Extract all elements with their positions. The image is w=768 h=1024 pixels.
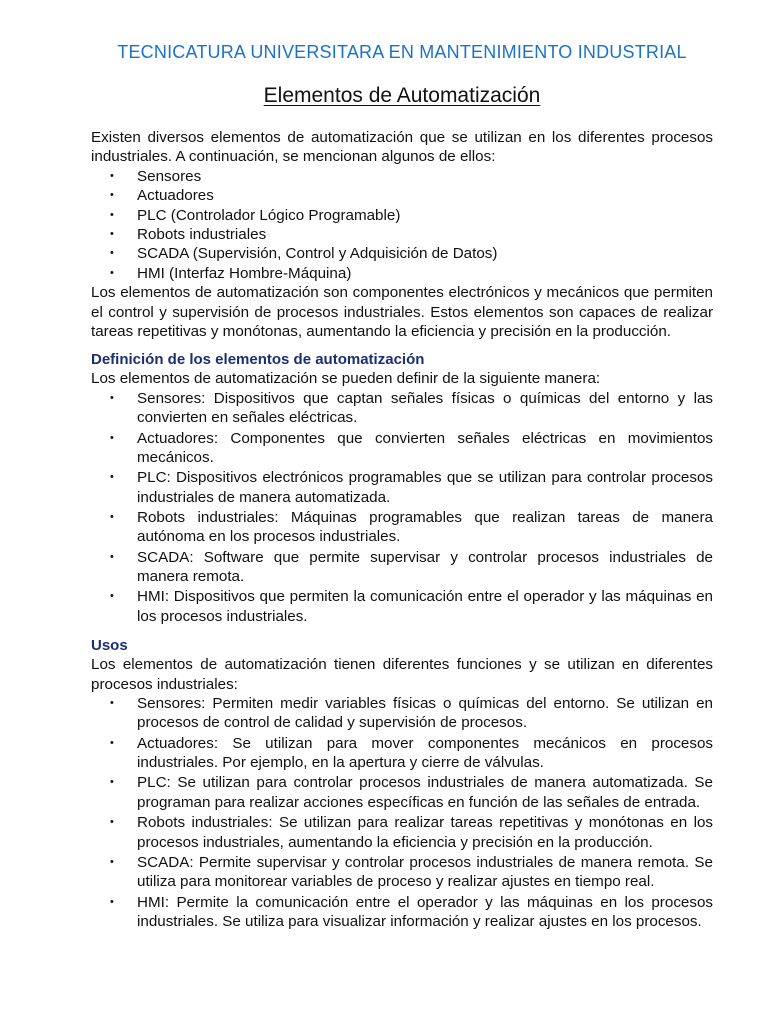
list-item <box>110 694 713 733</box>
list-item-text: PLC: Dispositivos electrónicos programables que se utilizan para controlar procesos industriales de manera automatizada. <box>137 469 713 506</box>
bullet-icon: • <box>110 431 114 444</box>
summary-paragraph: Los elementos de automatización son componentes electrónicos y mecánicos que permiten el control y supervisión de procesos industriales. Estos elementos son capaces de realizar tareas repetitivas y monótonas, aumentando la eficiencia y precisión en la producción. <box>91 284 713 341</box>
list-item <box>110 429 713 468</box>
document-page <box>0 42 768 1024</box>
section-heading-uses: Usos <box>91 637 128 655</box>
bullet-icon: • <box>110 228 114 241</box>
bullet-icon: • <box>110 590 114 603</box>
list-item-text: Actuadores: Componentes que convierten señales eléctricas en movimientos mecánicos. <box>137 429 713 466</box>
bullet-icon: • <box>110 169 114 182</box>
list-item <box>110 167 713 186</box>
list-item <box>110 893 713 932</box>
list-item-text: PLC: Se utilizan para controlar procesos industriales de manera automatizada. Se programan para realizar acciones específicas en función de las señales de entrada. <box>137 774 713 811</box>
list-item <box>110 548 713 587</box>
elements-list <box>91 167 713 283</box>
bullet-icon: • <box>110 208 114 221</box>
document-title: Elementos de Automatización <box>263 84 541 107</box>
bullet-icon: • <box>110 189 114 202</box>
list-item-text: Actuadores <box>137 187 214 205</box>
list-item <box>110 468 713 507</box>
list-item <box>110 587 713 626</box>
list-item <box>110 225 713 244</box>
list-item-text: Robots industriales <box>137 226 267 244</box>
list-item-text: SCADA (Supervisión, Control y Adquisición de Datos) <box>137 245 498 263</box>
bullet-icon: • <box>110 697 114 710</box>
list-item-text: Sensores: Dispositivos que captan señales físicas o químicas del entorno y las convierten en señales eléctricas. <box>137 389 713 427</box>
list-item-text: Robots industriales: Máquinas programables que realizan tareas de manera autónoma en los procesos industriales. <box>137 508 713 546</box>
list-item <box>110 206 713 225</box>
list-item <box>110 508 713 547</box>
definition-lead: Los elementos de automatización se pueden definir de la siguiente manera: <box>91 370 601 388</box>
list-item-text: HMI: Dispositivos que permiten la comunicación entre el operador y las máquinas en los procesos industriales. <box>137 588 713 625</box>
bullet-icon: • <box>110 816 114 829</box>
uses-lead: Los elementos de automatización tienen diferentes funciones y se utilizan en diferentes procesos industriales: <box>91 656 713 693</box>
list-item-text: HMI: Permite la comunicación entre el operador y las máquinas en los procesos industriales. Se utiliza para visualizar información y realizar ajustes en los procesos. <box>137 893 713 930</box>
list-item-text: Robots industriales: Se utilizan para realizar tareas repetitivas y monótonas en los procesos industriales, aumentando la eficiencia y precisión en la producción. <box>137 814 713 851</box>
list-item <box>110 773 713 812</box>
list-item-text: SCADA: Software que permite supervisar y controlar procesos industriales de manera remota. <box>137 548 713 586</box>
section-heading-definition: Definición de los elementos de automatización <box>91 351 425 369</box>
list-item-text: Sensores <box>137 167 202 185</box>
definition-list <box>91 389 713 626</box>
list-item <box>110 264 713 283</box>
bullet-icon: • <box>110 510 114 523</box>
list-item-text: Sensores: Permiten medir variables físicas o químicas del entorno. Se utilizan en procesos de control de calidad y supervisión de procesos. <box>137 695 713 732</box>
list-item <box>110 853 713 892</box>
list-item-text: PLC (Controlador Lógico Programable) <box>137 206 401 224</box>
uses-list <box>91 694 713 931</box>
bullet-icon: • <box>110 471 114 484</box>
bullet-icon: • <box>110 855 114 868</box>
bullet-icon: • <box>110 736 114 749</box>
program-header: TECNICATURA UNIVERSITARA EN MANTENIMIENTO INDUSTRIAL <box>117 42 687 62</box>
list-item <box>110 734 713 773</box>
bullet-icon: • <box>110 776 114 789</box>
bullet-icon: • <box>110 247 114 260</box>
bullet-icon: • <box>110 266 114 279</box>
bullet-icon: • <box>110 391 114 404</box>
intro-paragraph: Existen diversos elementos de automatización que se utilizan en los diferentes procesos industriales. A continuación, se mencionan algunos de ellos: <box>91 129 713 166</box>
list-item <box>110 244 713 263</box>
bullet-icon: • <box>110 550 114 563</box>
list-item <box>110 186 713 205</box>
list-item-text: SCADA: Permite supervisar y controlar procesos industriales de manera remota. Se utiliza para monitorear variables de proceso y realizar ajustes en tiempo real. <box>137 853 713 891</box>
list-item <box>110 389 713 428</box>
list-item <box>110 813 713 852</box>
list-item-text: HMI (Interfaz Hombre-Máquina) <box>137 264 352 282</box>
list-item-text: Actuadores: Se utilizan para mover componentes mecánicos en procesos industriales. Por ejemplo, en la apertura y cierre de válvulas. <box>137 734 713 772</box>
bullet-icon: • <box>110 895 114 908</box>
